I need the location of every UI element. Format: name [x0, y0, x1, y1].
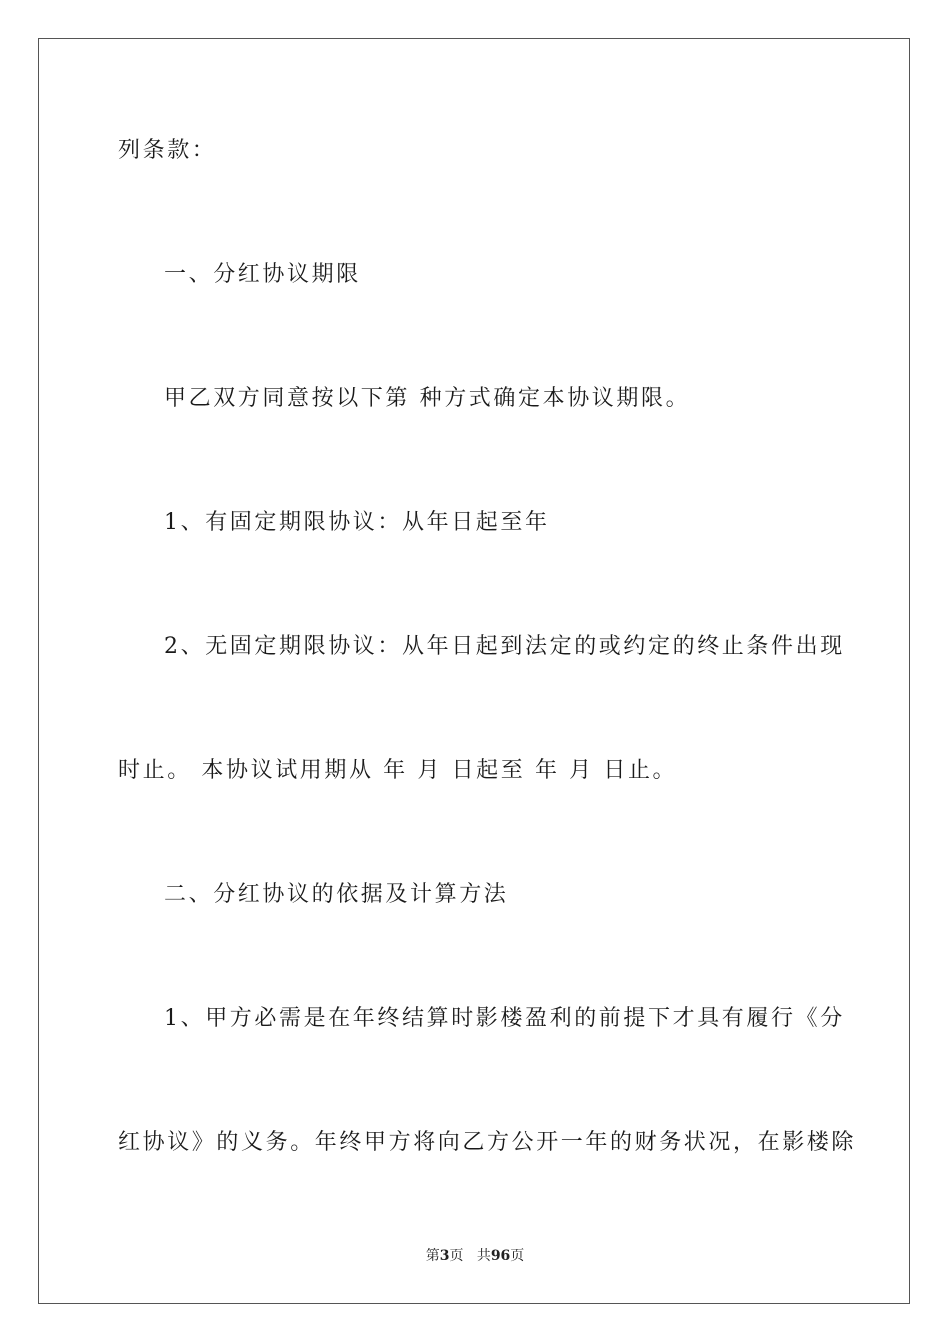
- text-line-8: 1、甲方必需是在年终结算时影楼盈利的前提下才具有履行《分: [164, 1006, 845, 1031]
- text-line-4: 1、有固定期限协议：从年日起至年: [164, 510, 550, 535]
- footer-total-prefix: 共: [476, 1248, 491, 1264]
- footer-total-pages: 96: [490, 1248, 511, 1264]
- footer-total-suffix: 页: [510, 1248, 525, 1264]
- page-border: [38, 38, 910, 1304]
- text-line-9: 红协议》的义务。年终甲方将向乙方公开一年的财务状况，在影楼除: [118, 1130, 857, 1155]
- text-line-6: 时止。 本协议试用期从 年 月 日起至 年 月 日止。: [118, 758, 678, 783]
- text-line-1: 列条款：: [118, 138, 217, 163]
- footer-current-page: 3: [439, 1248, 450, 1264]
- page-footer: [0, 1246, 950, 1266]
- footer-prefix: 第: [425, 1248, 440, 1264]
- text-line-3: 甲乙双方同意按以下第 种方式确定本协议期限。: [164, 386, 691, 411]
- section-heading-2: 二、分红协议的依据及计算方法: [164, 882, 509, 907]
- footer-page-word: 页: [449, 1248, 464, 1264]
- text-line-5: 2、无固定期限协议：从年日起到法定的或约定的终止条件出现: [164, 634, 845, 659]
- section-heading-1: 一、分红协议期限: [164, 262, 361, 287]
